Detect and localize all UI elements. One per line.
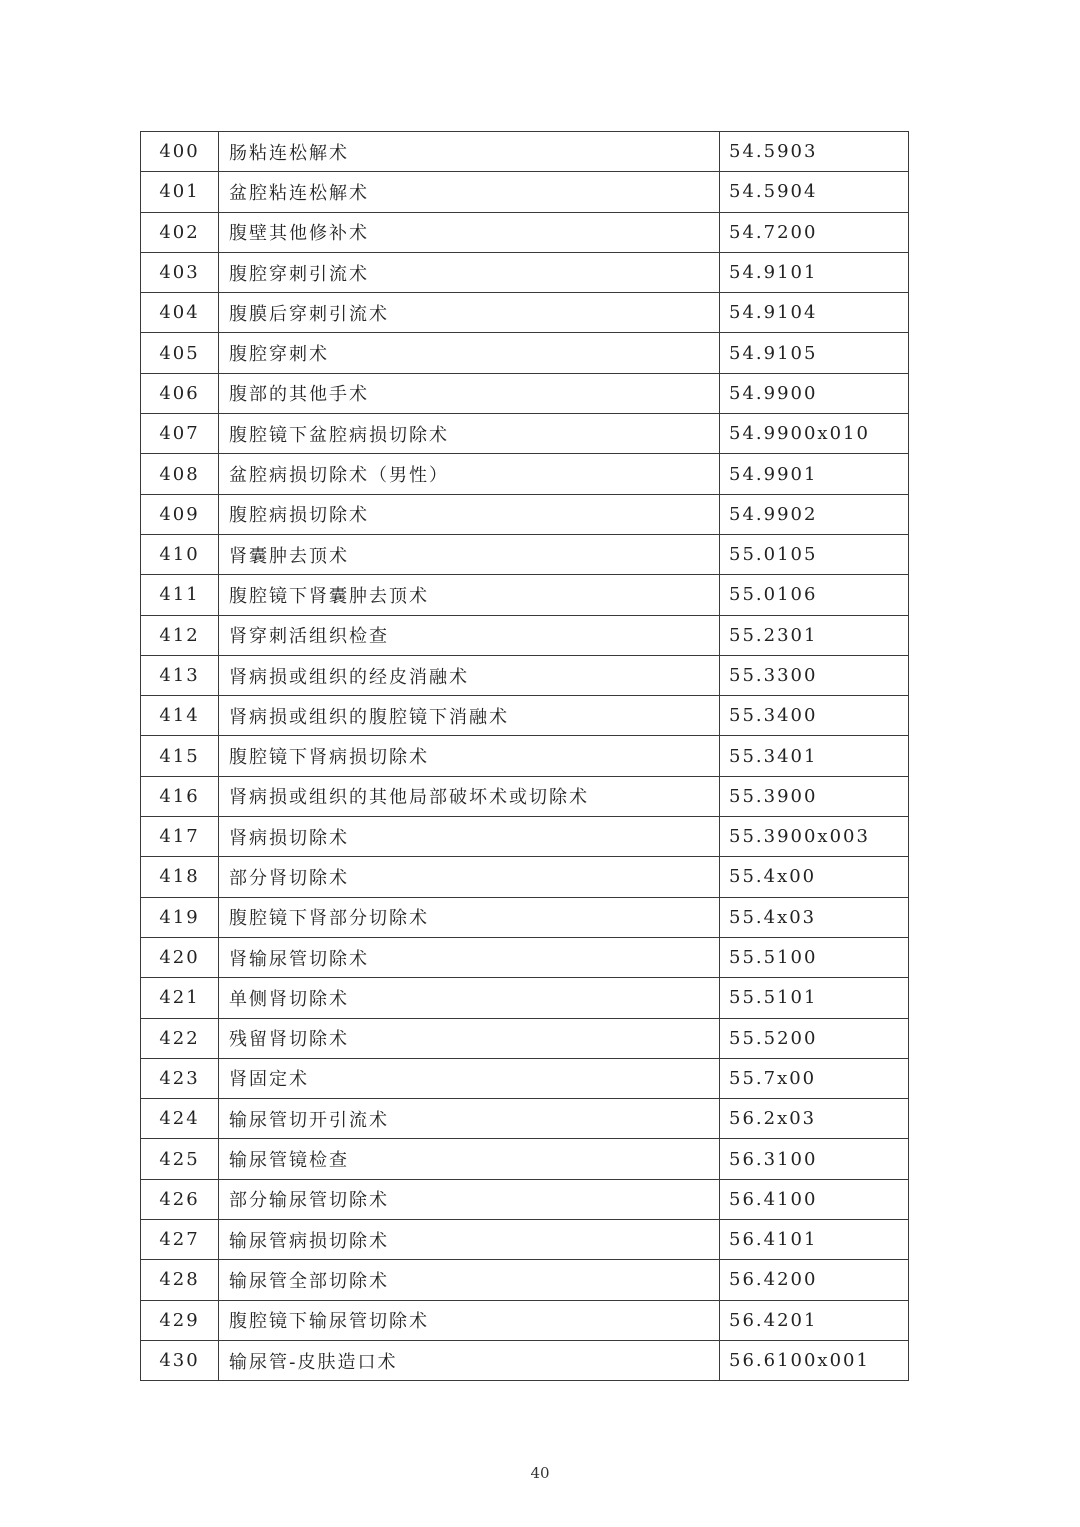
procedure-name-cell: 肾病损切除术: [219, 817, 720, 857]
procedure-name-cell: 腹腔穿刺引流术: [219, 252, 720, 292]
row-number-cell: 417: [141, 817, 219, 857]
procedure-table-body: [141, 132, 909, 1381]
row-number-cell: 412: [141, 615, 219, 655]
procedure-code-cell: 55.3401: [720, 736, 909, 776]
procedure-code-cell: 54.9901: [720, 454, 909, 494]
procedure-code-cell: 55.0106: [720, 575, 909, 615]
procedure-code-cell: 54.7200: [720, 212, 909, 252]
table-row: [141, 1139, 909, 1179]
table-row: [141, 454, 909, 494]
procedure-code-cell: 54.9101: [720, 252, 909, 292]
table-row: [141, 1260, 909, 1300]
procedure-code-cell: 54.5903: [720, 132, 909, 172]
procedure-code-cell: 54.9902: [720, 494, 909, 534]
row-number-cell: 402: [141, 212, 219, 252]
procedure-code-cell: 55.4x03: [720, 897, 909, 937]
row-number-cell: 425: [141, 1139, 219, 1179]
procedure-name-cell: 腹腔镜下输尿管切除术: [219, 1300, 720, 1340]
table-row: [141, 615, 909, 655]
row-number-cell: 405: [141, 333, 219, 373]
procedure-name-cell: 腹膜后穿刺引流术: [219, 293, 720, 333]
table-row: [141, 1018, 909, 1058]
row-number-cell: 420: [141, 937, 219, 977]
procedure-name-cell: 肾穿刺活组织检查: [219, 615, 720, 655]
row-number-cell: 428: [141, 1260, 219, 1300]
procedure-name-cell: 残留肾切除术: [219, 1018, 720, 1058]
procedure-name-cell: 输尿管-皮肤造口术: [219, 1340, 720, 1380]
table-row: [141, 897, 909, 937]
row-number-cell: 409: [141, 494, 219, 534]
procedure-code-cell: 55.2301: [720, 615, 909, 655]
procedure-name-cell: 腹部的其他手术: [219, 373, 720, 413]
row-number-cell: 423: [141, 1058, 219, 1098]
row-number-cell: 403: [141, 252, 219, 292]
row-number-cell: 406: [141, 373, 219, 413]
table-row: [141, 736, 909, 776]
procedure-code-cell: 55.3400: [720, 696, 909, 736]
procedure-code-cell: 56.4100: [720, 1179, 909, 1219]
procedure-name-cell: 单侧肾切除术: [219, 978, 720, 1018]
row-number-cell: 414: [141, 696, 219, 736]
procedure-name-cell: 盆腔病损切除术（男性）: [219, 454, 720, 494]
table-row: [141, 575, 909, 615]
row-number-cell: 400: [141, 132, 219, 172]
procedure-name-cell: 输尿管病损切除术: [219, 1220, 720, 1260]
row-number-cell: 419: [141, 897, 219, 937]
row-number-cell: 410: [141, 534, 219, 574]
procedure-code-cell: 55.3900: [720, 776, 909, 816]
table-row: [141, 212, 909, 252]
procedure-code-cell: 54.9104: [720, 293, 909, 333]
procedure-code-cell: 54.9900x010: [720, 414, 909, 454]
table-row: [141, 373, 909, 413]
row-number-cell: 427: [141, 1220, 219, 1260]
procedure-name-cell: 输尿管全部切除术: [219, 1260, 720, 1300]
procedure-code-cell: 54.9105: [720, 333, 909, 373]
row-number-cell: 408: [141, 454, 219, 494]
table-row: [141, 1220, 909, 1260]
procedure-name-cell: 腹腔镜下盆腔病损切除术: [219, 414, 720, 454]
row-number-cell: 407: [141, 414, 219, 454]
procedure-code-cell: 55.5200: [720, 1018, 909, 1058]
table-row: [141, 776, 909, 816]
procedure-name-cell: 部分输尿管切除术: [219, 1179, 720, 1219]
procedure-name-cell: 肾输尿管切除术: [219, 937, 720, 977]
table-row: [141, 817, 909, 857]
row-number-cell: 422: [141, 1018, 219, 1058]
procedure-code-cell: 56.4101: [720, 1220, 909, 1260]
procedure-name-cell: 腹腔镜下肾囊肿去顶术: [219, 575, 720, 615]
procedure-name-cell: 部分肾切除术: [219, 857, 720, 897]
procedure-name-cell: 输尿管切开引流术: [219, 1099, 720, 1139]
table-row: [141, 293, 909, 333]
procedure-name-cell: 腹壁其他修补术: [219, 212, 720, 252]
row-number-cell: 411: [141, 575, 219, 615]
table-row: [141, 1179, 909, 1219]
table-row: [141, 132, 909, 172]
table-row: [141, 172, 909, 212]
table-row: [141, 494, 909, 534]
procedure-code-cell: 54.5904: [720, 172, 909, 212]
row-number-cell: 401: [141, 172, 219, 212]
procedure-name-cell: 肾病损或组织的其他局部破坏术或切除术: [219, 776, 720, 816]
procedure-name-cell: 腹腔穿刺术: [219, 333, 720, 373]
procedure-code-cell: 55.3900x003: [720, 817, 909, 857]
table-row: [141, 696, 909, 736]
page-number: 40: [530, 1464, 550, 1482]
procedure-code-cell: 55.0105: [720, 534, 909, 574]
row-number-cell: 413: [141, 655, 219, 695]
procedure-name-cell: 盆腔粘连松解术: [219, 172, 720, 212]
procedure-code-cell: 56.3100: [720, 1139, 909, 1179]
table-row: [141, 655, 909, 695]
procedure-code-cell: 56.2x03: [720, 1099, 909, 1139]
row-number-cell: 429: [141, 1300, 219, 1340]
procedure-name-cell: 肾囊肿去顶术: [219, 534, 720, 574]
row-number-cell: 426: [141, 1179, 219, 1219]
table-row: [141, 1340, 909, 1380]
procedure-code-cell: 55.7x00: [720, 1058, 909, 1098]
procedure-code-cell: 55.3300: [720, 655, 909, 695]
procedure-name-cell: 腹腔病损切除术: [219, 494, 720, 534]
procedure-code-cell: 56.6100x001: [720, 1340, 909, 1380]
row-number-cell: 404: [141, 293, 219, 333]
table-row: [141, 333, 909, 373]
table-row: [141, 978, 909, 1018]
table-row: [141, 857, 909, 897]
procedure-name-cell: 肾病损或组织的腹腔镜下消融术: [219, 696, 720, 736]
procedure-name-cell: 输尿管镜检查: [219, 1139, 720, 1179]
table-row: [141, 937, 909, 977]
procedure-code-cell: 55.5100: [720, 937, 909, 977]
row-number-cell: 424: [141, 1099, 219, 1139]
procedure-name-cell: 腹腔镜下肾病损切除术: [219, 736, 720, 776]
table-row: [141, 1300, 909, 1340]
table-row: [141, 252, 909, 292]
row-number-cell: 430: [141, 1340, 219, 1380]
procedure-code-cell: 55.4x00: [720, 857, 909, 897]
row-number-cell: 418: [141, 857, 219, 897]
procedure-name-cell: 肾病损或组织的经皮消融术: [219, 655, 720, 695]
procedure-code-cell: 56.4200: [720, 1260, 909, 1300]
table-row: [141, 534, 909, 574]
procedure-code-cell: 56.4201: [720, 1300, 909, 1340]
table-row: [141, 1099, 909, 1139]
row-number-cell: 421: [141, 978, 219, 1018]
table-row: [141, 1058, 909, 1098]
procedure-name-cell: 腹腔镜下肾部分切除术: [219, 897, 720, 937]
procedure-name-cell: 肾固定术: [219, 1058, 720, 1098]
row-number-cell: 416: [141, 776, 219, 816]
procedure-name-cell: 肠粘连松解术: [219, 132, 720, 172]
procedure-code-cell: 54.9900: [720, 373, 909, 413]
table-row: [141, 414, 909, 454]
procedure-table: [140, 131, 909, 1381]
procedure-code-cell: 55.5101: [720, 978, 909, 1018]
row-number-cell: 415: [141, 736, 219, 776]
